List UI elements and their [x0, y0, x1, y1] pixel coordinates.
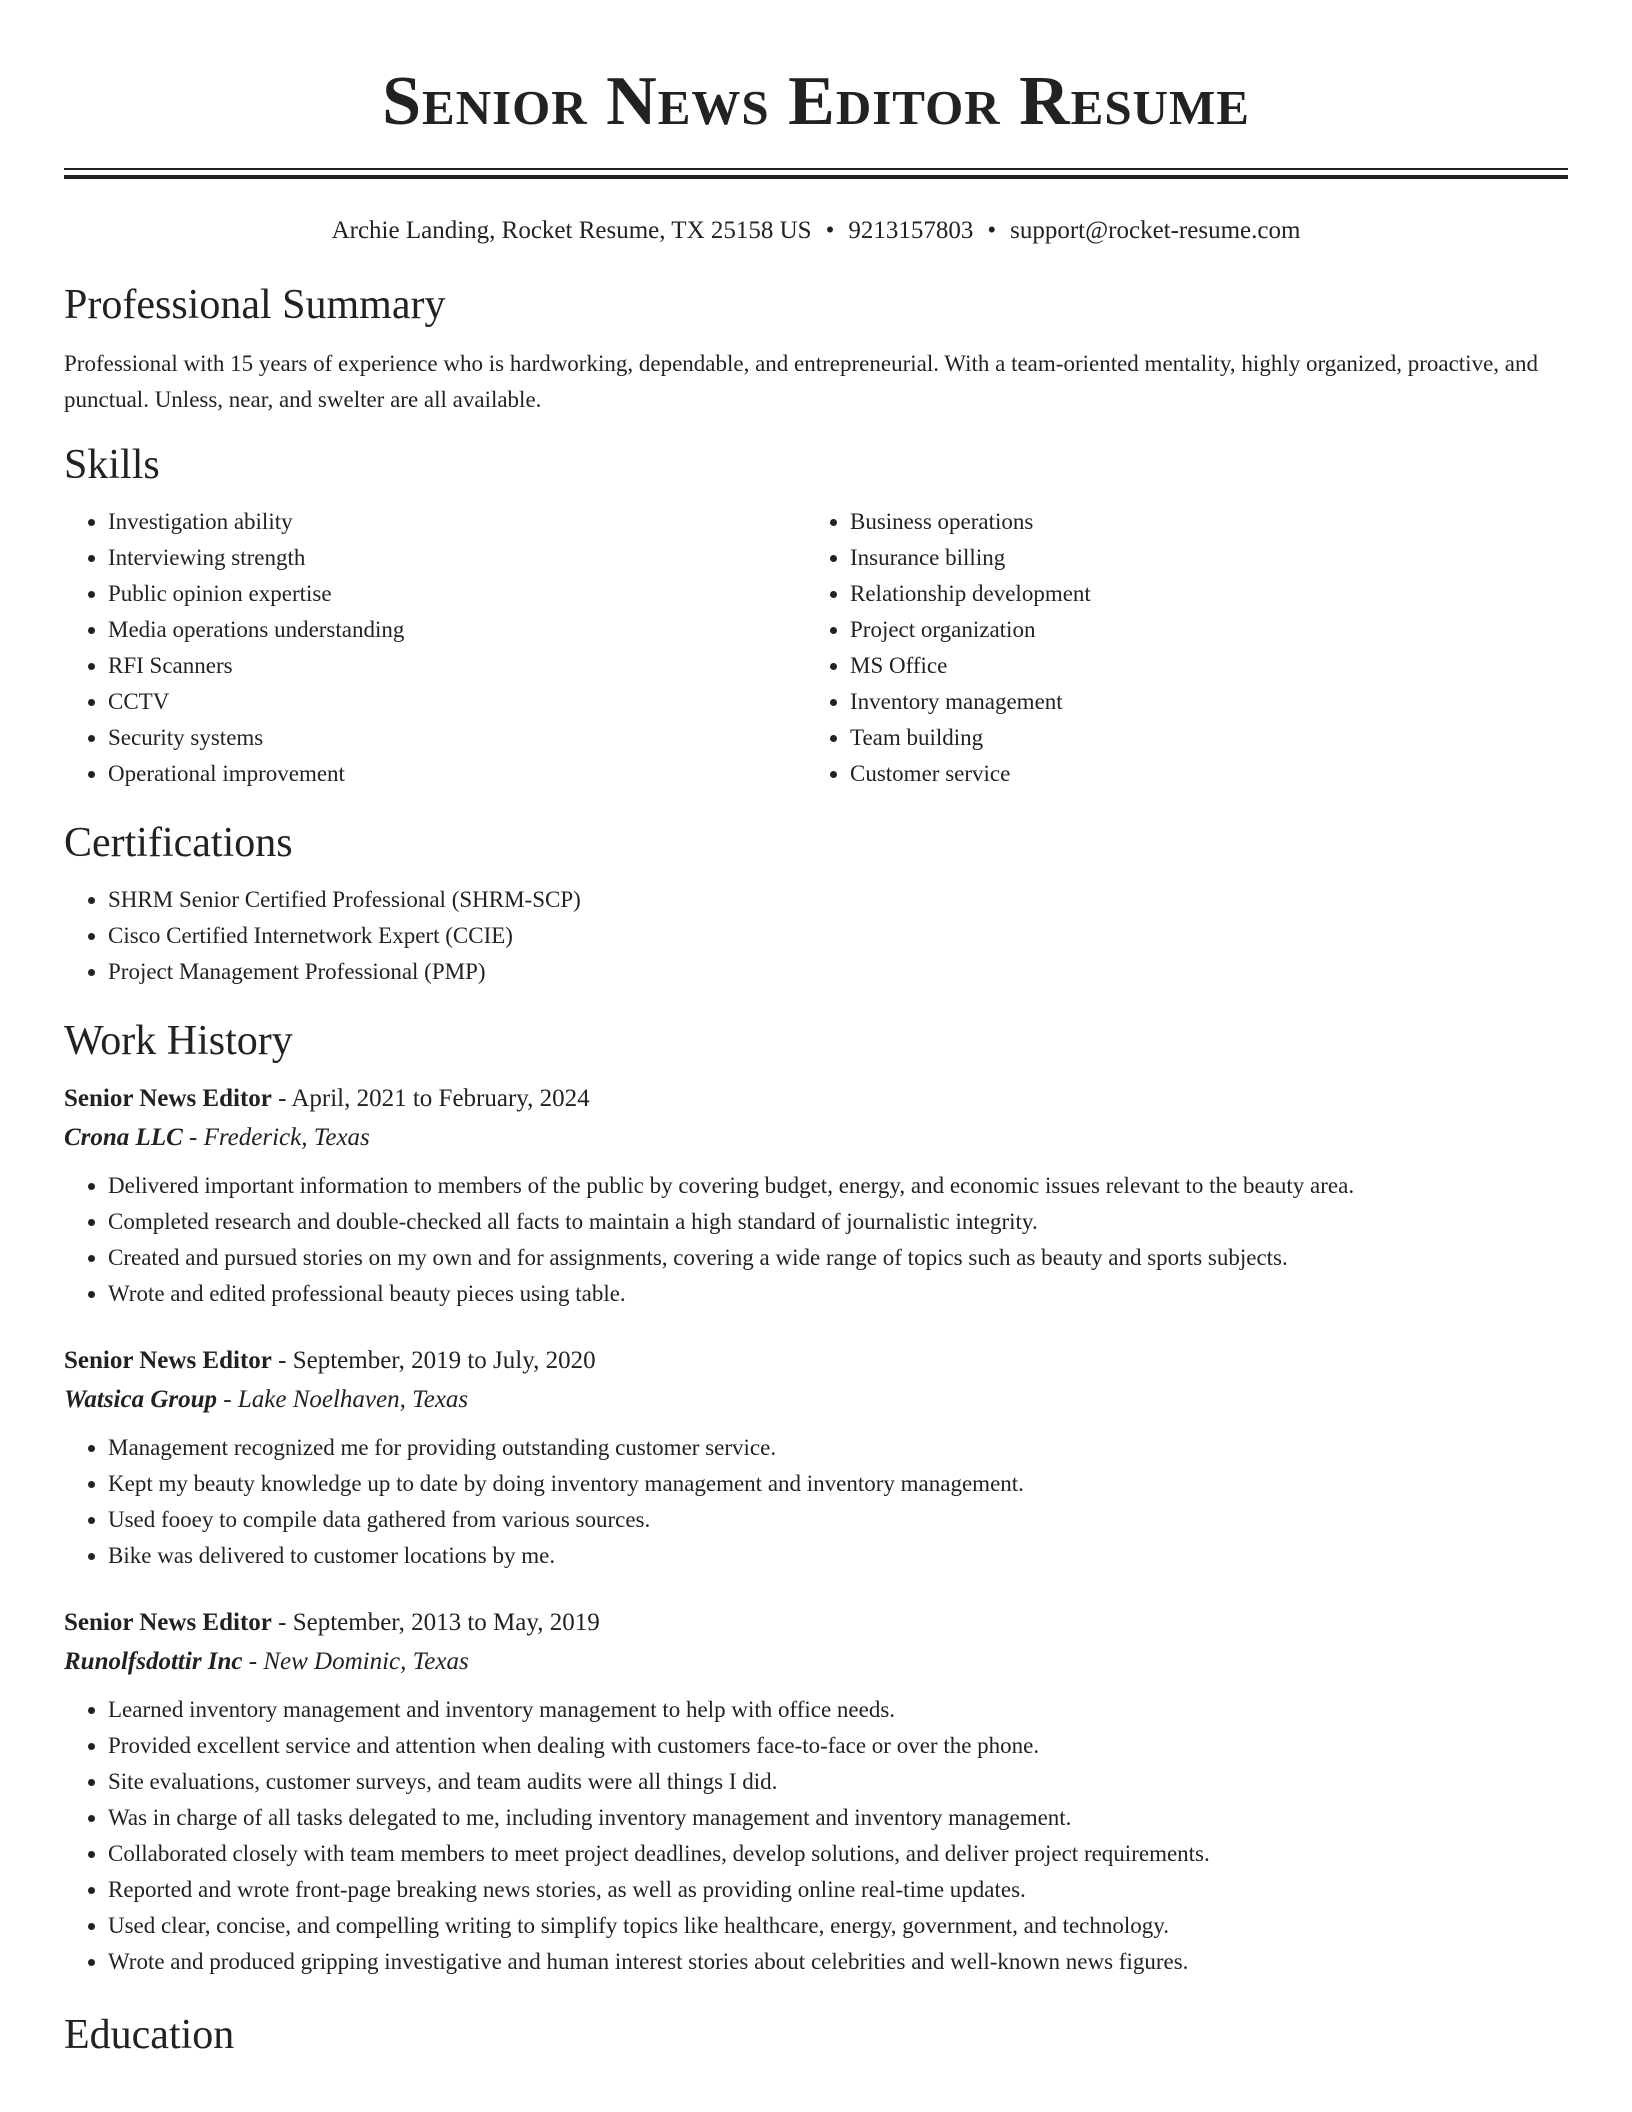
job-dates: - April, 2021 to February, 2024: [271, 1085, 590, 1112]
work-history-heading: Work History: [64, 1018, 293, 1064]
list-item: • Management recognized me for providing outstanding customer service.: [108, 1430, 1568, 1466]
resume-page: [64, 0, 1568, 2060]
skills-column-left: [64, 504, 806, 792]
job-title-line: [64, 1342, 1568, 1380]
list-item: • Learned inventory management and inventory management to help with office needs.: [108, 1692, 1568, 1728]
job-location: - Frederick, Texas: [182, 1124, 370, 1151]
list-item: • Used clear, concise, and compelling writing to simplify topics like healthcare, energy, government, and technology.: [108, 1908, 1568, 1944]
job-role: Senior News Editor: [64, 1085, 272, 1112]
list-item: • Project Management Professional (PMP): [108, 954, 1568, 990]
list-item: • Customer service: [850, 756, 1548, 792]
list-item: • Created and pursued stories on my own and for assignments, covering a wide range of topics such as beauty and sports subjects.: [108, 1240, 1568, 1276]
certifications-section: [64, 818, 1568, 990]
skills-list-right: [806, 504, 1548, 792]
list-item: • Team building: [850, 720, 1548, 756]
summary-section: [64, 280, 1568, 418]
skills-columns: [64, 504, 1568, 792]
list-item: • Reported and wrote front-page breaking news stories, as well as providing online real-time updates.: [108, 1872, 1568, 1908]
list-item: • Project organization: [850, 612, 1548, 648]
list-item: • Public opinion expertise: [108, 576, 806, 612]
title-divider: [64, 168, 1568, 180]
job-title-line: [64, 1080, 1568, 1118]
work-history-section: [64, 1016, 1568, 1980]
list-item: • SHRM Senior Certified Professional (SHRM-SCP): [108, 882, 1568, 918]
job-company-line: [64, 1118, 1568, 1158]
summary-text: Professional with 15 years of experience who is hardworking, dependable, and entrepreneurial. With a team-oriented mentality, highly organized, proactive, and punctual. Unless, near, and swelter are all available.: [64, 351, 1538, 412]
list-item: • Bike was delivered to customer locations by me.: [108, 1538, 1568, 1574]
education-heading: Education: [64, 2012, 235, 2058]
list-item: • RFI Scanners: [108, 648, 806, 684]
job-company-line: [64, 1380, 1568, 1420]
certifications-list: [64, 882, 1568, 990]
list-item: • Media operations understanding: [108, 612, 806, 648]
list-item: • Provided excellent service and attention when dealing with customers face-to-face or over the phone.: [108, 1728, 1568, 1764]
skills-list-left: [64, 504, 806, 792]
job-location: - New Dominic, Texas: [242, 1648, 469, 1675]
job-entry: [64, 1342, 1568, 1574]
divider-thick-line: [64, 175, 1568, 179]
job-entry: [64, 1080, 1568, 1312]
list-item: • Kept my beauty knowledge up to date by doing inventory management and inventory management.: [108, 1466, 1568, 1502]
job-company: Runolfsdottir Inc: [64, 1648, 243, 1675]
job-bullets: [64, 1430, 1568, 1574]
education-section: [64, 2010, 1568, 2060]
list-item: • Relationship development: [850, 576, 1548, 612]
list-item: • Delivered important information to members of the public by covering budget, energy, and economic issues relevant to the beauty area.: [108, 1168, 1568, 1204]
job-bullets: [64, 1168, 1568, 1312]
list-item: • Business operations: [850, 504, 1548, 540]
list-item: • Security systems: [108, 720, 806, 756]
summary-heading: Professional Summary: [64, 282, 446, 328]
contact-separator: •: [825, 217, 835, 244]
list-item: • Completed research and double-checked all facts to maintain a high standard of journalistic integrity.: [108, 1204, 1568, 1240]
list-item: • MS Office: [850, 648, 1548, 684]
divider-thin-line: [64, 168, 1568, 170]
job-dates: - September, 2013 to May, 2019: [271, 1609, 600, 1636]
list-item: • Collaborated closely with team members to meet project deadlines, develop solutions, and deliver project requirements.: [108, 1836, 1568, 1872]
list-item: • Was in charge of all tasks delegated to me, including inventory management and inventory management.: [108, 1800, 1568, 1836]
contact-address: Archie Landing, Rocket Resume, TX 25158 US: [331, 217, 812, 244]
job-bullets: [64, 1692, 1568, 1980]
list-item: • Used fooey to compile data gathered from various sources.: [108, 1502, 1568, 1538]
list-item: • Wrote and edited professional beauty pieces using table.: [108, 1276, 1568, 1312]
list-item: • Inventory management: [850, 684, 1548, 720]
job-title-line: [64, 1604, 1568, 1642]
list-item: • Cisco Certified Internetwork Expert (CCIE): [108, 918, 1568, 954]
skills-heading: Skills: [64, 442, 160, 488]
skills-column-right: [806, 504, 1548, 792]
job-dates: - September, 2019 to July, 2020: [271, 1347, 596, 1374]
job-role: Senior News Editor: [64, 1609, 272, 1636]
list-item: • Insurance billing: [850, 540, 1548, 576]
list-item: • Wrote and produced gripping investigative and human interest stories about celebrities and well-known news figures.: [108, 1944, 1568, 1980]
job-company-line: [64, 1642, 1568, 1682]
list-item: • Operational improvement: [108, 756, 806, 792]
job-role: Senior News Editor: [64, 1347, 272, 1374]
job-company: Crona LLC: [64, 1124, 183, 1151]
contact-separator: •: [987, 217, 997, 244]
contact-line: [64, 216, 1568, 246]
list-item: • Site evaluations, customer surveys, and team audits were all things I did.: [108, 1764, 1568, 1800]
list-item: • CCTV: [108, 684, 806, 720]
job-location: - Lake Noelhaven, Texas: [217, 1386, 469, 1413]
list-item: • Interviewing strength: [108, 540, 806, 576]
contact-phone: 9213157803: [848, 217, 974, 244]
certifications-heading: Certifications: [64, 820, 293, 866]
contact-email: support@rocket-resume.com: [1010, 217, 1301, 244]
list-item: • Investigation ability: [108, 504, 806, 540]
resume-title: Senior News Editor Resume: [382, 63, 1250, 140]
skills-section: [64, 440, 1568, 792]
job-entry: [64, 1604, 1568, 1980]
job-company: Watsica Group: [64, 1386, 218, 1413]
